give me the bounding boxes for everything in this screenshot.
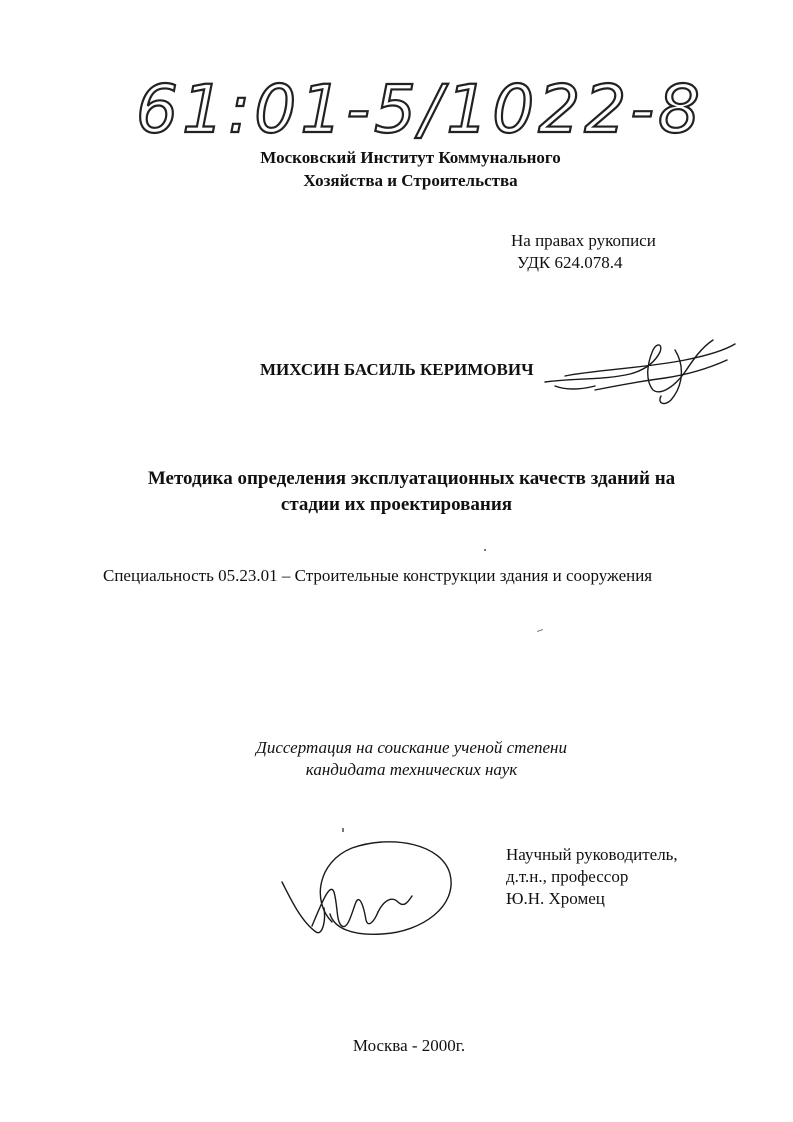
advisor-signature [272,822,472,952]
city-year-text: Москва - 2000г. [352,1036,466,1055]
degree-statement [0,737,793,781]
handwritten-archive-number [132,66,705,152]
archive-number-text: 61:01-5/1022-8 [136,71,705,148]
author-signature [535,330,745,410]
degree-line-1: Диссертация на соискание ученой степени [256,738,567,757]
degree-line-2: кандидата технических наук [305,760,518,779]
institute-name [0,146,793,192]
manuscript-rights [511,230,656,274]
scientific-advisor [506,844,678,910]
scan-speck [537,629,543,632]
advisor-degree: д.т.н., профессор [506,867,629,886]
udk-code: УДК 624.078.4 [517,253,623,272]
rights-note: На правах рукописи [511,231,656,250]
institute-line-2: Хозяйства и Строительства [303,171,518,190]
speciality-line: Специальность 05.23.01 – Строительные конструкции здания и сооружения [103,566,653,585]
institute-line-1: Московский Институт Коммунального [260,148,561,167]
city-year [0,1036,793,1056]
advisor-name: Ю.Н. Хромец [506,889,605,908]
author-name: МИХСИН БАСИЛЬ КЕРИМОВИЧ [260,360,534,379]
scan-speck [342,828,344,832]
scan-speck [484,549,486,551]
advisor-role: Научный руководитель, [506,845,678,864]
title-line-1: Методика определения эксплуатационных качеств зданий на [147,468,676,489]
dissertation-title [0,466,793,518]
title-line-2: стадии их проектирования [280,494,513,515]
